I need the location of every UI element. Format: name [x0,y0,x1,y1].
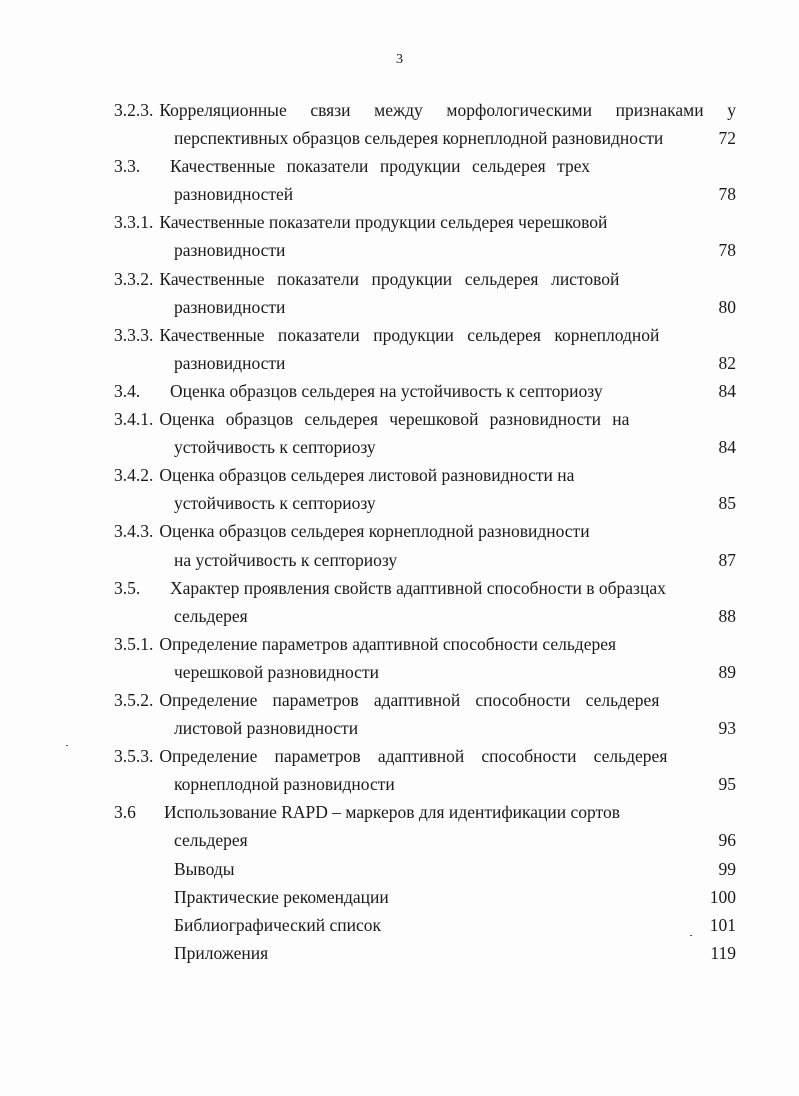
toc-title-text: Определение параметров адаптивной способности сельдерея [159,746,668,767]
toc-title-text: Определение параметров адаптивной способности сельдерея [159,689,660,710]
toc-title-continued: корнеплодной разновидности [174,774,395,795]
toc-page-number: 72 [718,128,736,149]
toc-entry-bibliography [114,911,736,939]
toc-title-continued: на устойчивость к септориозу [174,549,398,570]
toc-title: Приложения [174,942,269,963]
toc-page-number: 95 [718,774,736,795]
toc-entry-3-3-3 [114,321,736,377]
toc-page-number: 119 [710,942,736,963]
toc-number: 3.4. [114,380,141,401]
toc-number: 3.3.2. [114,268,154,289]
toc-number: 3.6 [114,802,136,823]
toc-entry-3-5-3 [114,742,736,798]
toc-entry-conclusions [114,855,736,883]
toc-number: 3.5. [114,577,141,598]
toc-title-continued: устойчивость к септориозу [174,437,376,458]
toc-page-number: 88 [718,605,736,626]
toc-title-continued: перспективных образцов сельдерея корнеплодной разновидности [174,128,664,149]
page-number: 3 [396,52,403,67]
toc-title-continued: сельдерея [174,830,248,851]
toc-number: 3.3. [114,156,141,177]
toc-title-text: Качественные показатели продукции сельдерея листовой [159,268,620,289]
toc-number: 3.4.1. [114,409,154,430]
toc-title [159,265,736,293]
toc-entry-3-3 [114,152,736,208]
toc-title-continued: разновидности [174,240,286,261]
toc-number: 3.5.3. [114,746,154,767]
toc-title-continued: разновидности [174,352,286,373]
toc-title: Выводы [174,858,235,879]
toc-title-continued: сельдерея [174,605,248,626]
toc-title [159,686,736,714]
scan-speck [690,935,692,936]
toc-entry-appendices [114,939,736,967]
toc-entry-3-5-2 [114,686,736,742]
toc-title-continued: разновидностей [174,184,294,205]
toc-page-number: 80 [718,296,736,317]
toc-page-number: 84 [718,437,736,458]
toc-title: Оценка образцов сельдерея листовой разновидности на [159,465,575,486]
table-of-contents [114,96,736,967]
toc-title: Характер проявления свойств адаптивной способности в образцах [170,577,666,598]
toc-number: 3.5.2. [114,689,154,710]
toc-page-number: 84 [718,380,736,401]
toc-page-number: 85 [718,493,736,514]
toc-page-number: 101 [709,914,736,935]
toc-number: 3.4.3. [114,521,154,542]
toc-page-number: 78 [718,184,736,205]
toc-title: Использование RAPD – маркеров для идентификации сортов [164,802,620,823]
toc-page-number: 99 [718,858,736,879]
toc-number: 3.2.3. [114,100,154,120]
toc-entry-3-4-2 [114,461,736,517]
toc-title [159,405,736,433]
toc-title-continued: листовой разновидности [174,718,359,739]
toc-page-number: 82 [718,352,736,373]
toc-title: Определение параметров адаптивной способности сельдерея [159,633,617,654]
toc-title: Библиографический список [174,914,382,935]
toc-page-number: 87 [718,549,736,570]
toc-title-text: Качественные показатели продукции сельдерея корнеплодной [159,324,660,345]
toc-title [170,152,736,180]
toc-title: Практические рекомендации [174,886,389,907]
toc-title: Оценка образцов сельдерея на устойчивость к септориозу [170,380,603,401]
toc-number: 3.5.1. [114,633,154,654]
toc-title: Качественные показатели продукции сельдерея черешковой [159,212,608,233]
toc-entry-3-3-2 [114,265,736,321]
toc-entry-recommendations [114,883,736,911]
toc-title: Оценка образцов сельдерея корнеплодной разновидности [159,521,590,542]
toc-title-continued: черешковой разновидности [174,661,379,682]
toc-entry-3-2-3 [114,96,736,152]
toc-number: 3.3.3. [114,324,154,345]
toc-page-number: 93 [718,718,736,739]
toc-title [159,321,736,349]
toc-entry-3-4-3 [114,517,736,573]
toc-title-text: Качественные показатели продукции сельдерея трех [170,156,590,177]
toc-page-number: 89 [718,661,736,682]
toc-title-continued: устойчивость к септориозу [174,493,376,514]
toc-entry-3-4-1 [114,405,736,461]
toc-entry-3-6 [114,798,736,854]
toc-page-number: 96 [718,830,736,851]
toc-title: Корреляционные связи между морфологическими признаками у [159,100,736,120]
toc-page-number: 78 [718,240,736,261]
toc-entry-3-4 [114,377,736,405]
toc-entry-3-3-1 [114,208,736,264]
toc-title-continued: разновидности [174,296,286,317]
toc-title-text: Оценка образцов сельдерея черешковой разновидности на [159,409,630,430]
toc-number: 3.4.2. [114,465,154,486]
toc-entry-3-5 [114,574,736,630]
toc-number: 3.3.1. [114,212,154,233]
toc-page-number: 100 [709,886,736,907]
toc-title [159,742,736,770]
toc-entry-3-5-1 [114,630,736,686]
scan-speck [66,745,68,746]
